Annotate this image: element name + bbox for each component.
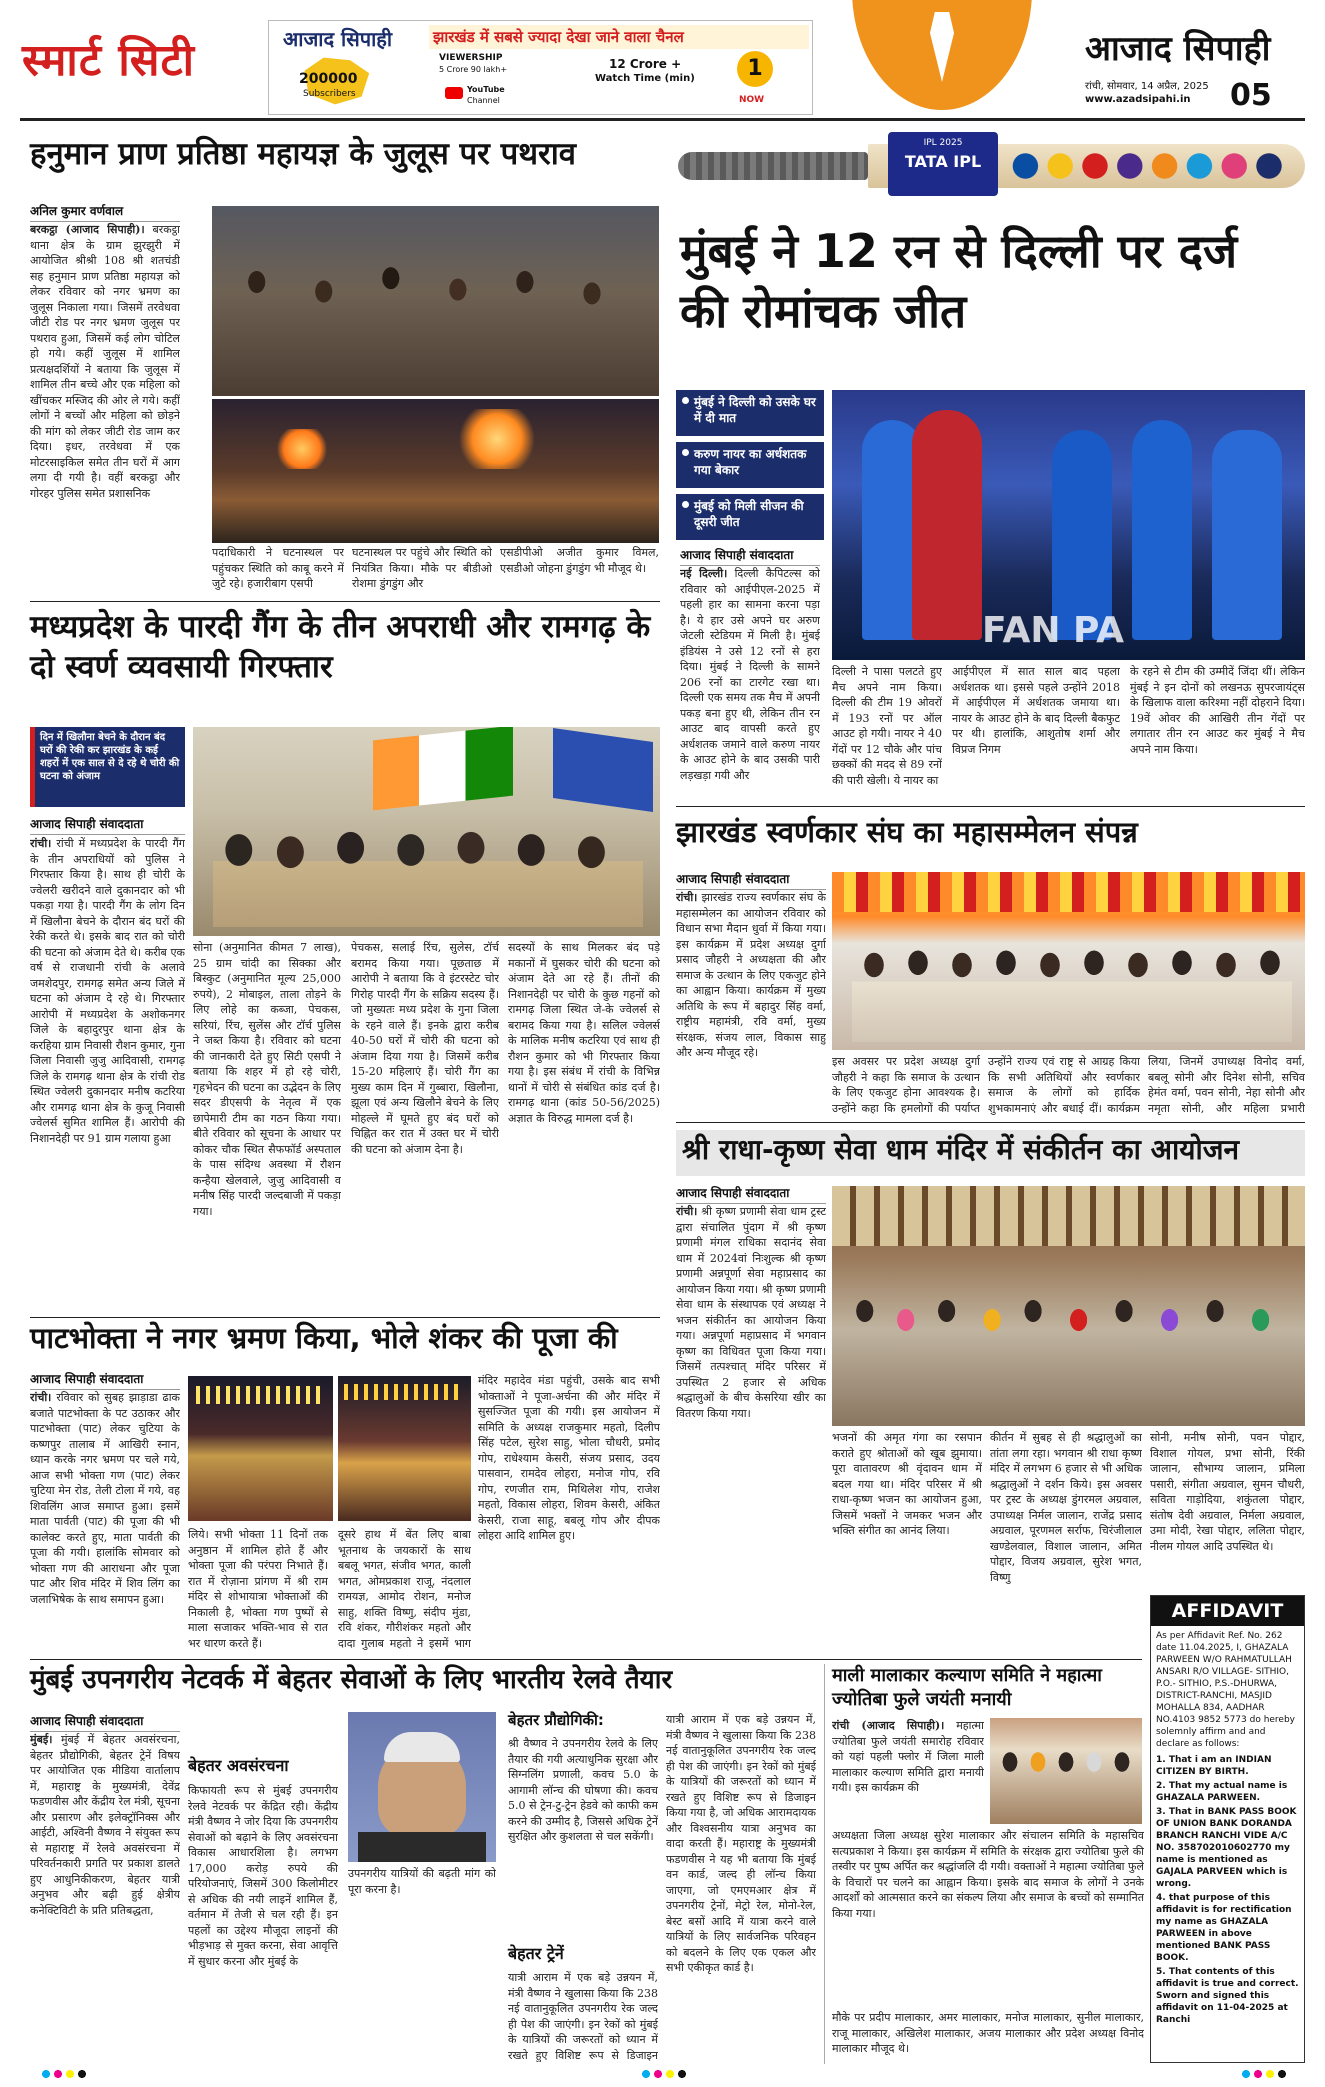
story7-col1: मुंबई। मुंबई में बेहतर अवसंरचना, बेहतर प्रौद्योगिकी, बेहतर ट्रेनें विषय पर आयोजित एक मीडिया वार्तालाप में, महाराष्ट्र के मुख्यमंत्री, देवेंद्र फडणवीस और केंद्रीय रेल मंत्री, सूचना और प्रसारण और इलेक्ट्रॉनिक्स और आईटी, अश्विनी वैष्णव ने संयुक्त रूप से महाराष्ट्र में रेलवे अवसंरचना में परिवर्तनकारी प्रगति पर प्रकाश डालते हुए आधुनिकीकरण, बेहतर यात्री अनुभव और बढ़ी हुई क्षेत्रीय कनेक्टिविटी के प्रति प्रतिबद्धता, xyxy=(30,1733,180,1917)
story3-byline: आजाद सिपाही संवाददाता xyxy=(30,815,185,835)
story7-sub3: बेहतर ट्रेनें xyxy=(508,1944,564,1963)
story4-photo xyxy=(832,872,1305,1050)
affidavit-title: AFFIDAVIT xyxy=(1151,1596,1304,1626)
story8-photo xyxy=(990,1718,1142,1824)
youtube-icon xyxy=(445,87,463,99)
affidavit-point-5: 5. That contents of this affidavit is true and correct. Sworn and signed this affidavit on 11-04-2025 at Ranchi xyxy=(1156,1967,1299,2025)
story5-col2: भजनों की अमृत गंगा का रसपान कराते हुए श्रोताओं को खूब झुमाया। पूरा वातावरण श्री वृंदावन धाम में बदल गया था। मंदिर परिसर में श्री राधा-कृष्ण भजन का आयोजन हुआ, जिसमें भक्तों ने जमकर भजन और भक्ति संगीत का आनंद लिया। xyxy=(832,1431,982,1537)
story6-col4: मंदिर महादेव मंडा पहुंची, उसके बाद सभी भोक्ताओं ने पूजा-अर्चना की और मंदिर में सुसज्जित पूजा की गयी। इस आयोजन में समिति के अध्यक्ष राजकुमार महतो, दिलीप सिंह पटेल, सुरेश साहु, भोला चौधरी, प्रमोद गोप, राधेश्याम केसरी, संजय प्रसाद, उदय पासवान, रामदेव लोहरा, मनोज गोप, रवि गोप, रणजीत राम, मिथिलेश गोप, राजेश महतो, विकास लोहरा, शिवम केसरी, अंकित केसरी, राजा साहू, बबलू गोप और दीपक लोहरा आदि शामिल हुए। xyxy=(478,1374,660,1542)
story1-photo-top xyxy=(212,206,659,396)
story7-col3: श्री वैष्णव ने उपनगरीय रेलवे के लिए तैयार की गयी अत्याधुनिक सुरक्षा और सिग्नलिंग प्रणाली, कवच 5.0 के आगामी लॉन्च की घोषणा की। कवच 5.0 से ट्रेन-टु-ट्रेन हेडवे को काफी कम करने की उम्मीद है, जिससे अधिक ट्रेनें सुरक्षित और कुशलता से चल सकेंगी। xyxy=(508,1737,658,1843)
story7-caption: उपनगरीय यात्रियों की बढ़ती मांग को पूरा करना है। xyxy=(348,1867,496,1896)
registration-marks-center xyxy=(640,2070,700,2078)
story3-col2: सोना (अनुमानित कीमत 7 लाख), 25 ग्राम चांदी का सिक्का और बिस्कुट (अनुमानित मूल्य 25,000 रुपये), 2 मोबाइल, ताला तोड़ने के लिए लोहे का कब्जा, पेचकस, सरियां, रिंच, सुलेंस और टॉर्च पुलिस ने जब्त किया है। रविवार को घटना की जानकारी देते हुए सिटी एसपी ने बताया कि शहर में हो रहे चोरी, गृहभेदन की घटना का उद्भेदन के लिए सदर डीएसपी के नेतृत्व में एक छापेमारी टीम का गठन किया गया। बीते रविवार को सूचना के आधार पर कोकर चौक स्थित सैफफॉर्ड अस्पताल के पास संदिग्ध अवस्था में रौशन कन्हैया खेलवाले, जुजु आदिवासी व मनीष सिंह पारदी जल्दबाजी में पकड़ा गया। xyxy=(193,941,341,1218)
registration-marks-right xyxy=(1240,2070,1300,2078)
ad-live: NOW xyxy=(739,95,765,105)
ad-viewership-label: VIEWERSHIP xyxy=(439,53,503,63)
story3-headline[interactable]: मध्यप्रदेश के पारदी गैंग के तीन अपराधी और रामगढ़ के दो स्वर्ण व्यवसायी गिरफ्तार xyxy=(30,609,651,686)
story4-col1: रांची। झारखंड राज्य स्वर्णकार संघ के महासम्मेलन का आयोजन रविवार को विधान सभा मैदान धुर्वा में किया गया। इस कार्यक्रम में प्रदेश अध्यक्ष दुर्गा प्रसाद जौहरी ने अध्यक्षता की और समाज के उत्थान के लिए एकजुट होने का आह्वान किया। कार्यक्रम में मुख्य अतिथि के रूप में बहादुर सिंह वर्मा, राष्ट्रीय महामंत्री, रवि वर्मा, मुख्य संरक्षक, संजय लाल, विकास साहु और अन्य मौजूद रहे। xyxy=(676,891,826,1059)
story2-col3: आईपीएल में सात साल बाद पहला अर्धशतक था। इससे पहले उन्होंने 2018 में आईपीएल में अर्धशतक जमाया था। नायर के आउट होने के बाद दिल्ली बैकफुट पर थी। हालांकि, आशुतोष शर्मा और विप्रज निगम xyxy=(952,665,1120,756)
ad-watch-label: Watch Time (min) xyxy=(595,73,695,84)
story7-col3b: यात्री आराम में एक बड़े उन्नयन में, मंत्री वैष्णव ने खुलासा किया कि 238 नई वातानुकूलित उपनगरीय रेक जल्द ही पेश की जाएंगी। इन रेकों को मुंबई के यात्रियों की जरूरतों को ध्यान में रखते हुए विशिष्ट रूप से डिजाइन xyxy=(508,1971,658,2062)
story1-photo-bottom xyxy=(212,399,659,543)
story7-photo xyxy=(348,1712,496,1862)
story3-photo xyxy=(193,727,660,936)
story7-byline: आजाद सिपाही संवाददाता xyxy=(30,1712,180,1732)
story1-col2: पदाधिकारी ने घटनास्थल पर पहुंचकर स्थिति को काबू करने में जुटे रहे। हजारीबाग एसपी xyxy=(212,546,344,590)
ad-subs-label: Subscribers xyxy=(303,89,356,99)
rank-badge-icon: 1 xyxy=(737,51,773,87)
affidavit-point-3: 3. That in BANK PASS BOOK OF UNION BANK DORANDA BRANCH RANCHI VIDE A/C NO. 358702010602770 my name is mentioned as GAJALA PARVEEN which is wrong. xyxy=(1156,1807,1297,1889)
story3-col1: रांची। रांची में मध्यप्रदेश के पारदी गैंग के तीन अपराधियों को पुलिस ने गिरफ्तार किया है। साथ ही चोरी के ज्वेलरी खरीदने वाले दुकानदार को भी पकड़ा गया है। पारदी गैंग के लोग दिन में खिलौना बेचने के दौरान बंद घरों की रेकी करते थे। इसके बाद रात को चोरी की घटना को अंजाम देते थे। करीब एक वर्ष से राजधानी रांची के अलावे जमशेदपुर, रामगढ़ समेत अन्य जिले में घटना को अंजाम दे रहे थे। गिरफ्तार आरोपी में मध्यप्रदेश के अशोकनगर जिले के बहादुरपुर थाना क्षेत्र के करहिया ग्राम निवासी रौशन कुमार, गुना जिला निवासी जुजु आदिवासी, रामगढ़ जिले के रामगढ़ थाना क्षेत्र के रांची रोड स्थित ज्वेलरी दुकानदार मनीष कटरिया और रामगढ़ थाना क्षेत्र के कुजू निवासी ज्वेलर्स सुमित शामिल हैं। आरोपी की निशानदेही पर 91 ग्राम गलाया हुआ xyxy=(30,837,185,1145)
page-number: 05 xyxy=(1230,78,1272,113)
story1-col3: घटनास्थल पर पहुंचे और स्थिति को नियंत्रित किया। मौके पर बीडीओ रोशमा डुंगडुंग और xyxy=(352,546,492,590)
story1-col1: बरकट्ठा (आजाद सिपाही)। बरकट्ठा थाना क्षेत्र के ग्राम झुरझुरी में आयोजित श्रीश्री 108 श्री शतचंडी सह हनुमान प्राण प्रतिष्ठा महायज्ञ को लेकर रविवार को नगर भ्रमण का जुलूस निकाला गया। जिसमें तरवेधवा जीटी रोड पर नगर भ्रमण जुलूस पर पथराव हुआ, जिसमें कई लोग चोटिल हो गये। कहीं जुलूस में शामिल प्रत्यक्षदर्शियों ने बताया कि जुलूस में शामिल तीन बच्चे और एक महिला को खींचकर मस्जिद की ओर ले गये। कहीं लोगों ने बच्चों और महिला को छोड़ने की मांग को लेकर जीटी रोड जाम कर दिया। इधर, तरवेधवा में एक मोटरसाइकिल समेत तीन घरों में आग लगा दी गयी है। वहीं बरकट्ठा और गोरहर पुलिस समेत प्रशासनिक xyxy=(30,223,180,500)
affidavit-point-2: 2. That my actual name is GHAZALA PARWEEN. xyxy=(1156,1781,1288,1803)
affidavit-box xyxy=(1150,1595,1305,2063)
story4-headline[interactable]: झारखंड स्वर्णकार संघ का महासम्मेलन संपन्न xyxy=(676,815,1138,849)
story8-col1: रांची (आजाद सिपाही)। महात्मा ज्योतिबा फुले जयंती समारोह रविवार को यहां पहली फ्लोर में जिला माली मालाकार कल्याण समिति द्वारा मनायी गयी। इस कार्यक्रम की xyxy=(832,1719,984,1794)
story5-photo xyxy=(832,1186,1305,1426)
bullet-item-3: मुंबई को मिली सीजन की दूसरी जीत xyxy=(676,494,824,540)
story3-col3: पेचकस, सलाई रिंच, सुलेस, टॉर्च बरामद किया गया। पूछताछ में आरोपी ने बताया कि वे इंटरस्टेट चोर गिरोह पारदी गैंग के सक्रिय सदस्य हैं। जो मुख्यतः मध्य प्रदेश के गुना जिला के रहने वाले हैं। इनके द्वारा करीब 40-50 घरों में चोरी की घटना को अंजाम दिया गया है। जिसमें करीब 15-20 महिलाएं हैं। चोरी गैंग का मुख्य काम दिन में गुब्बारा, खिलौना, झूला एवं अन्य खिलौने बेचने के लिए मोहल्ले में घूमते हुए बंद घरों को चिह्नित कर रात में उक्त घर में चोरी की घटना को अंजाम देना है। xyxy=(351,941,499,1156)
ad-yt: YouTube xyxy=(467,85,505,94)
story7-col4: यात्री आराम में एक बड़े उन्नयन में, मंत्री वैष्णव ने खुलासा किया कि 238 नई वातानुकूलित उपनगरीय रेक जल्द ही पेश की जाएंगी। इन रेकों को मुंबई के यात्रियों की जरूरतों को ध्यान में रखते हुए विशिष्ट रूप से डिजाइन किया गया है, जो अधिक आरामदायक और विश्वसनीय यात्रा अनुभव का वादा करती हैं। महाराष्ट्र के मुख्यमंत्री फडणवीस ने यह भी बताया कि मुंबई वन कार्ड, जल्द ही लॉन्च किया जाएगा, जो एमएमआर क्षेत्र में उपनगरीय ट्रेनों, मेट्रो रेल, मोनो-रेल, बेस्ट बसों आदि में यात्रा करने वाले यात्रियों के लिए सार्वजनिक परिवहन को बदलने के लिए एक एकल और सभी एकीकृत कार्ड है। xyxy=(666,1713,816,1974)
ad-subs: 200000 xyxy=(299,71,358,87)
story4-col3: उन्होंने राज्य एवं राष्ट्र से आग्रह किया कि सभी अतिथियों और स्वर्णकार समाज के लोगों को हार्दिक शुभकामनाएं और बधाई दीं। कार्यक्रम xyxy=(988,1055,1140,1115)
story6-headline[interactable]: पाटभोक्ता ने नगर भ्रमण किया, भोले शंकर की पूजा की xyxy=(30,1321,618,1355)
story4-byline: आजाद सिपाही संवाददाता xyxy=(676,870,826,890)
ad-watch: 12 Crore + xyxy=(609,57,682,71)
story2-photo xyxy=(832,390,1305,660)
story6-byline: आजाद सिपाही संवाददाता xyxy=(30,1370,180,1390)
story7-col2: किफायती रूप से मुंबई उपनगरीय रेलवे नेटवर्क पर केंद्रित रही। केंद्रीय मंत्री वैष्णव ने जोर दिया कि उपनगरीय सेवाओं को बढ़ाने के लिए अवसंरचना विकास आधारशिला है। लगभग 17,000 करोड़ रुपये की परियोजनाएं, जिसमें 300 किलोमीटर से अधिक की नयी लाइनें शामिल हैं, वर्तमान में तेजी से चल रही हैं। इन पहलों का उद्देश्य मौजूदा लाइनों की भीड़भाड़ से मुक्त करना, सेवा आवृत्ति में सुधार करना और मुंबई के xyxy=(188,1784,338,1968)
story6-col3: दूसरे हाथ में बेंत लिए बाबा भूतनाथ के जयकारों के साथ बबलू भगत, संजीव भगत, काली भगत, ओमप्रकाश राजू, नंदलाल रामयज्ञ, आमोद रोशन, मनोज साहु, शक्ति विष्णु, संदीप मुंडा, रवि शंकर, गौरीशंकर महतो और दादा गुलाब महतो ने इसमें भाग xyxy=(338,1528,471,1650)
story2-headline[interactable]: मुंबई ने 12 रन से दिल्ली पर दर्ज की रोमांचक जीत xyxy=(680,224,1238,338)
channel-ad[interactable] xyxy=(268,20,813,115)
story2-col2: दिल्ली ने पासा पलटते हुए मैच अपने नाम किया। दिल्ली की टीम 19 ओवरों में 193 रनों पर ऑल आउट हो गयी। नायर ने 40 गेंदों पर 12 चौके और पांच छक्कों की मदद से 89 रनों की पारी खेली। ये नायर का xyxy=(832,665,942,787)
pen-nib-logo-icon xyxy=(822,0,1062,118)
affidavit-body: As per Affidavit Ref. No. 262 date 11.04.2025, I, GHAZALA PARWEEN W/O RAHMATULLAH ANSARI R/O VILLAGE- SITHIO, P.O.- SITHIO, P.S.-DHURWA, DISTRICT-RANCHI, MASJID MOHALLA 834, AADHAR NO.4103 9852 5773 do hereby solemnly affirm and and declare as follows: xyxy=(1156,1631,1296,1749)
story7-sub2: बेहतर प्रौद्योगिकी: xyxy=(508,1711,604,1729)
story5-byline: आजाद सिपाही संवाददाता xyxy=(676,1184,826,1204)
story1-byline: अनिल कुमार वर्णवाल xyxy=(30,202,180,222)
ad-yt2: Channel xyxy=(467,96,500,105)
story7-sub1: बेहतर अवसंरचना xyxy=(188,1756,289,1775)
affidavit-point-4: 4. that purpose of this affidavit is for rectification my name as GHAZALA PARWEEN in above mentioned BANK PASS BOOK. xyxy=(1156,1893,1292,1963)
story1-headline[interactable]: हनुमान प्राण प्रतिष्ठा महायज्ञ के जुलूस पर पथराव xyxy=(30,136,577,172)
story6-photo-right xyxy=(338,1376,471,1521)
section-title: स्मार्ट सिटी xyxy=(22,35,196,86)
story3-kicker: दिन में खिलौना बेचने के दौरान बंद घरों की रेकी कर झारखंड के कई शहरों में एक साल से दे रहे थे चोरी की घटना को अंजाम xyxy=(30,727,185,807)
story8-headline[interactable]: माली मालाकार कल्याण समिति ने महात्मा ज्योतिबा फुले जयंती मनायी xyxy=(832,1665,1102,1710)
story8-col3: मौके पर प्रदीप मालाकार, अमर मालाकार, मनोज मालाकार, सुनील मालाकार, राजू मालाकार, अखिलेश मालाकार, अजय मालाकार और प्रदेश अध्यक्ष विनोद मालाकार मौजूद थे। xyxy=(832,2011,1144,2055)
ipl-bat-banner xyxy=(678,130,1305,210)
ad-viewership: 5 Crore 90 lakh+ xyxy=(439,65,508,74)
story5-col3: कीर्तन में सुबह से ही श्रद्धालुओं का तांता लगा रहा। भगवान श्री राधा कृष्ण मंदिर में लगभग 6 हजार से भी अधिक श्रद्धालुओं ने दर्शन किये। इस अवसर पर ट्रस्ट के अध्यक्ष डुंगरमल अग्रवाल, उपाध्यक्ष निर्मल जालान, राजेंद्र प्रसाद अग्रवाल, पूरणमल सर्राफ, चिरंजीलाल खण्डेलवाल, विशाल जालान, अमित पोद्दार, विजय अग्रवाल, सुरेश भगत, विष्णु xyxy=(990,1431,1142,1584)
story4-col4: लिया, जिनमें उपाध्यक्ष विनोद वर्मा, बबलू सोनी और दिनेश सोनी, सचिव हेमंत वर्मा, पवन सोनी, नेहा सोनी और नमृता सोनी, और महिला प्रभारी xyxy=(1148,1055,1305,1115)
bullet-item-2: करुण नायर का अर्धशतक गया बेकार xyxy=(676,442,824,488)
registration-marks-left xyxy=(40,2070,100,2078)
story2-byline: आजाद सिपाही संवाददाता xyxy=(680,546,820,566)
ipl-logo-icon: IPL 2025 TATA IPL xyxy=(888,132,998,196)
story5-col4: सोनी, मनीष सोनी, पवन पोद्दार, विशाल गोयल, प्रभा सोनी, रिंकी जालान, सौभाग्य जालान, प्रमिला पसारी, संगीता अग्रवाल, सुमन चौधरी, सविता गाड़ोदिया, शकुंतला पोद्दार, संतोष देवी अग्रवाल, निर्मला अग्रवाल, उमा मोदी, रेखा पोद्दार, ललिता पोद्दार, नीलम गोयल आदि उपस्थित थे। xyxy=(1150,1431,1305,1553)
ad-brand: आजाद सिपाही xyxy=(283,27,393,51)
issue-date: रांची, सोमवार, 14 अप्रैल, 2025 xyxy=(1085,81,1209,92)
story2-col4: के रहने से टीम की उम्मीदें जिंदा थीं। लेकिन मुंबई ने इन दोनों को लखनऊ सुपरजायंट्स के खिलाफ वाला करिश्मा नहीं दोहराने दिया। 19वें ओवर की आखिरी तीन गेंदों पर लगातार तीन रन आउट कर मुंबई ने मैच अपने नाम किया। xyxy=(1130,665,1305,756)
story8-col2: अध्यक्षता जिला अध्यक्ष सुरेश मालाकार और संचालन समिति के महासचिव सत्यप्रकाश ने किया। इस कार्यक्रम में समिति के संरक्षक द्वारा ज्योतिबा फुले की तस्वीर पर पुष्प अर्पित कर श्रद्धांजलि दी गयी। वक्ताओं ने महात्मा ज्योतिबा फुले के विचारों पर चलने का आह्वान किया। इसके बाद समाज के लोगों ने उनके आदर्शों को आत्मसात करने का संकल्प लिया और समाज के बच्चों को सम्मानित किया गया। xyxy=(832,1829,1144,1920)
story3-col4: सदस्यों के साथ मिलकर बंद पड़े मकानों में घुसकर चोरी की घटना को अंजाम देते आ रहे हैं। तीनों की निशानदेही पर चोरी के कुछ गहनों को रामगढ़ जिला स्थित जे-के ज्वेलर्स से बरामद किया गया है। सलिल ज्वेलर्स के मालिक मनीष कटरिया एवं साथ ही रौशन कुमार को भी गिरफ्तार किया गया है। इस संबंध में रांची के विभिन्न थानों में चोरी से संबंधित कांड दर्ज है। रामगढ़ थाना (कांड 50-56/2025) अज्ञात के विरुद्ध मामला दर्ज है। xyxy=(508,941,660,1125)
story5-col1: रांची। श्री कृष्ण प्रणामी सेवा धाम ट्रस्ट द्वारा संचालित पुंदाग में श्री कृष्ण प्रणामी मंगल राधिका सदानंद सेवा धाम में 2024वां निःशुल्क श्री कृष्ण प्रणामी अन्नपूर्णा सेवा महाप्रसाद का आयोजन किया गया। श्री कृष्ण प्रणामी सेवा धाम के संस्थापक एवं अध्यक्ष ने भजन संकीर्तन का आयोजन किया गया। अन्नपूर्णा महाप्रसाद में भगवान कृष्ण का विधिवत पूजा किया गया। जिसमें तत्पश्चात् मंदिर परिसर में उपस्थित 2 हजार से अधिक श्रद्धालुओं के बीच केसरिया खीर का वितरण किया गया। xyxy=(676,1205,826,1420)
masthead xyxy=(0,0,1325,118)
team-logos-icon xyxy=(1008,148,1298,184)
story5-headline[interactable]: श्री राधा-कृष्ण सेवा धाम मंदिर में संकीर्तन का आयोजन xyxy=(682,1133,1240,1166)
story7-headline[interactable]: मुंबई उपनगरीय नेटवर्क में बेहतर सेवाओं के लिए भारतीय रेलवे तैयार xyxy=(30,1665,673,1695)
story1-col4: एसडीपीओ अजीत कुमार विमल, एसडीओ जोहना डुंगडुंग भी मौजूद थे। xyxy=(500,546,659,575)
story2-photo-board: FAN PA xyxy=(982,610,1124,651)
bullet-item-1: मुंबई ने दिल्ली को उसके घर में दी मात xyxy=(676,390,824,436)
story2-col1: नई दिल्ली। दिल्ली कैपिटल्स को रविवार को आईपीएल-2025 में पहली हार का सामना करना पड़ा है। ये हार उसे अपने घर अरुण जेटली स्टेडियम में मिली है। मुंबई इंडियंस ने उसे 12 रनों से हरा दिया। मुंबई ने दिल्ली के सामने 206 रनों का टारगेट रखा था। दिल्ली एक समय तक मैच में अपनी पकड़ बना हुए थी, लेकिन तीन रन आउट बाद वापसी करते हुए अर्धशतक जमाने वाले करुण नायर के आउट होने के बाद उसकी पारी लड़खड़ा गयी और xyxy=(680,567,820,782)
story6-photo-left xyxy=(188,1376,333,1521)
ad-tagline: झारखंड में सबसे ज्यादा देखा जाने वाला चैनल xyxy=(429,25,809,49)
paper-name: आजाद सिपाही xyxy=(1085,29,1271,69)
story6-col2: लिये। सभी भोक्ता 11 दिनों तक अनुष्ठान में शामिल होते हैं और भोक्ता पूजा की परंपरा निभाते हैं। रात में रोज़ाना प्रांगण में श्री राम मंदिर से शोभायात्रा भोक्ताओं की निकाली है, भोक्ता गण पुष्पों से माला सजाकर भक्ति-भाव से रात भर धारण करते हैं। xyxy=(188,1528,328,1650)
affidavit-point-1: 1. That i am an INDIAN CITIZEN BY BIRTH. xyxy=(1156,1755,1272,1777)
website[interactable]: www.azadsipahi.in xyxy=(1085,94,1191,105)
story6-col1: रांची। रविवार को सुबह झाड़ाडा ढाक बजाते पाटभोक्ता के पट उठाकर और पाटभोक्ता (पाट) लेकर चुटिया के कष्णपुर तालाब में आखिरी स्नान, ध्यान करके नगर भ्रमण पर चले गये, आज सभी भोक्ता गण (पाट) लेकर चुटिया मेन रोड, तेली टोला में गये, वह शिवलिंग आज समाप्त हुआ। इसमें माता पार्वती (पाट) की पूजा की भी कालेक्ट करते हुए, माता पार्वती की पूजा की गयी। हालांकि सोमवार को भोक्ता गण की आराधना और पूजा पाट और शिव मंदिर में शिव लिंग का जलाभिषेक के साथ समापन हुआ। xyxy=(30,1391,180,1606)
story4-col2: इस अवसर पर प्रदेश अध्यक्ष दुर्गा जौहरी ने कहा कि समाज के उत्थान के लिए एकजुट होना आवश्यक है। उन्होंने कहा कि हमलोगों की पर्याप्त xyxy=(832,1055,980,1115)
